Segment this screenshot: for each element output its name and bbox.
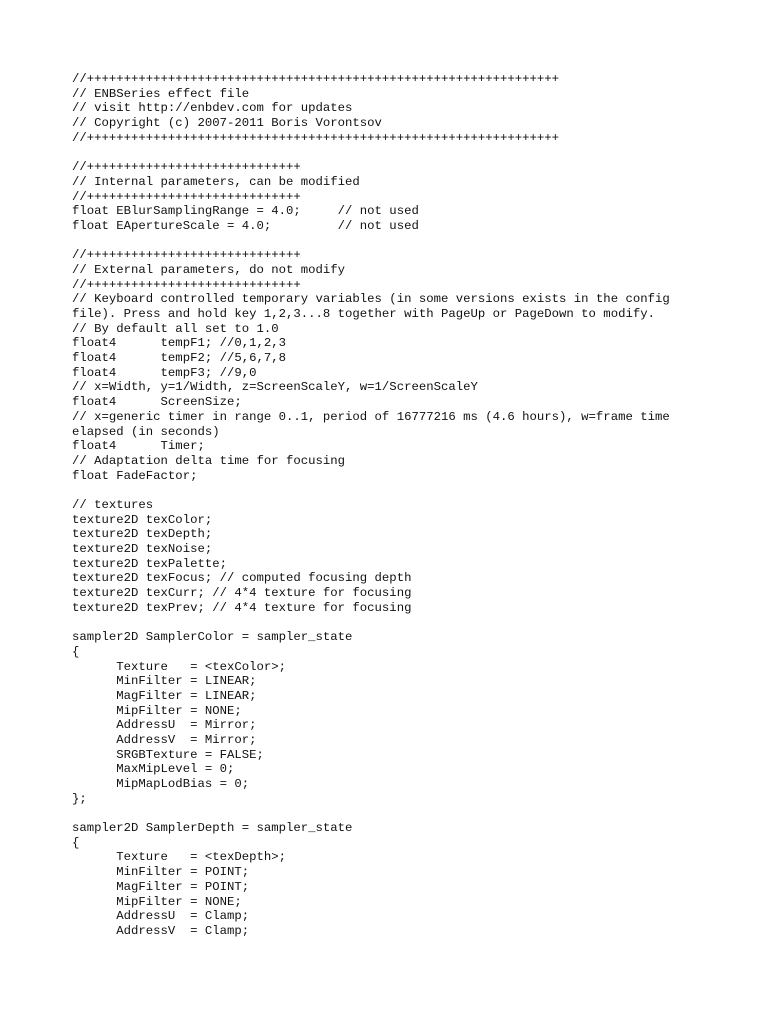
code-line: { — [72, 644, 80, 659]
code-line: // Adaptation delta time for focusing — [72, 453, 346, 468]
code-line: // x=generic timer in range 0..1, period of 16777216 ms (4.6 hours), w=frame time — [72, 409, 670, 424]
code-line: { — [72, 835, 80, 850]
code-line: MipFilter = NONE; — [72, 894, 242, 909]
code-line — [72, 615, 712, 630]
code-line: float EApertureScale = 4.0; // not used — [72, 218, 419, 233]
code-line: float FadeFactor; — [72, 468, 198, 483]
code-line: //+++++++++++++++++++++++++++++ — [72, 160, 301, 175]
code-line: // External parameters, do not modify — [72, 262, 346, 277]
code-line: texture2D texFocus; // computed focusing depth — [72, 571, 412, 586]
code-line: texture2D texPalette; — [72, 556, 227, 571]
code-line — [72, 806, 712, 821]
code-line: //+++++++++++++++++++++++++++++ — [72, 277, 301, 292]
code-line: texture2D texDepth; — [72, 527, 213, 542]
code-line: // Keyboard controlled temporary variables (in some versions exists in the config — [72, 292, 670, 307]
code-line: //+++++++++++++++++++++++++++++ — [72, 248, 301, 263]
code-line: // x=Width, y=1/Width, z=ScreenScaleY, w=1/ScreenScaleY — [72, 380, 478, 395]
code-line: //+++++++++++++++++++++++++++++ — [72, 189, 301, 204]
code-line: AddressV = Mirror; — [72, 732, 257, 747]
code-line: MaxMipLevel = 0; — [72, 762, 235, 777]
code-line: // textures — [72, 497, 154, 512]
code-line: float4 ScreenSize; — [72, 395, 242, 410]
code-line: // ENBSeries effect file — [72, 86, 250, 101]
code-line: // visit http://enbdev.com for updates — [72, 101, 353, 116]
code-line: texture2D texPrev; // 4*4 texture for focusing — [72, 600, 412, 615]
code-line: elapsed (in seconds) — [72, 424, 220, 439]
code-line: MinFilter = POINT; — [72, 865, 250, 880]
code-line: MagFilter = LINEAR; — [72, 688, 257, 703]
code-line: // Internal parameters, can be modified — [72, 174, 360, 189]
code-line: //++++++++++++++++++++++++++++++++++++++++++++++++++++++++++++++++ — [72, 130, 560, 145]
code-line: Texture = <texDepth>; — [72, 850, 287, 865]
code-line: Texture = <texColor>; — [72, 659, 287, 674]
code-line: }; — [72, 791, 87, 806]
code-line — [72, 145, 712, 160]
code-line: // Copyright (c) 2007-2011 Boris Vorontsov — [72, 116, 382, 131]
code-line: file). Press and hold key 1,2,3...8 together with PageUp or PageDown to modify. — [72, 307, 655, 321]
code-line: AddressV = Clamp; — [72, 923, 250, 938]
code-line: sampler2D SamplerDepth = sampler_state — [72, 821, 353, 836]
code-line: MagFilter = POINT; — [72, 879, 250, 894]
code-line: texture2D texCurr; // 4*4 texture for focusing — [72, 586, 412, 601]
code-line: texture2D texColor; — [72, 512, 213, 527]
code-line: float4 tempF1; //0,1,2,3 — [72, 336, 287, 351]
code-line: float EBlurSamplingRange = 4.0; // not used — [72, 204, 419, 219]
code-line: SRGBTexture = FALSE; — [72, 747, 264, 762]
code-line: // By default all set to 1.0 — [72, 321, 279, 336]
code-line — [72, 234, 712, 249]
code-line: AddressU = Clamp; — [72, 909, 250, 924]
code-line: float4 Timer; — [72, 439, 205, 454]
code-line: texture2D texNoise; — [72, 542, 213, 556]
code-line: sampler2D SamplerColor = sampler_state — [72, 630, 353, 645]
code-line: AddressU = Mirror; — [72, 718, 257, 733]
code-line: //++++++++++++++++++++++++++++++++++++++++++++++++++++++++++++++++ — [72, 72, 560, 86]
code-line: float4 tempF3; //9,0 — [72, 365, 257, 380]
code-line: MipMapLodBias = 0; — [72, 777, 250, 791]
code-line: MipFilter = NONE; — [72, 703, 242, 718]
code-line: MinFilter = LINEAR; — [72, 674, 257, 689]
code-line — [72, 483, 712, 498]
code-listing — [72, 72, 712, 939]
code-line: float4 tempF2; //5,6,7,8 — [72, 351, 287, 366]
